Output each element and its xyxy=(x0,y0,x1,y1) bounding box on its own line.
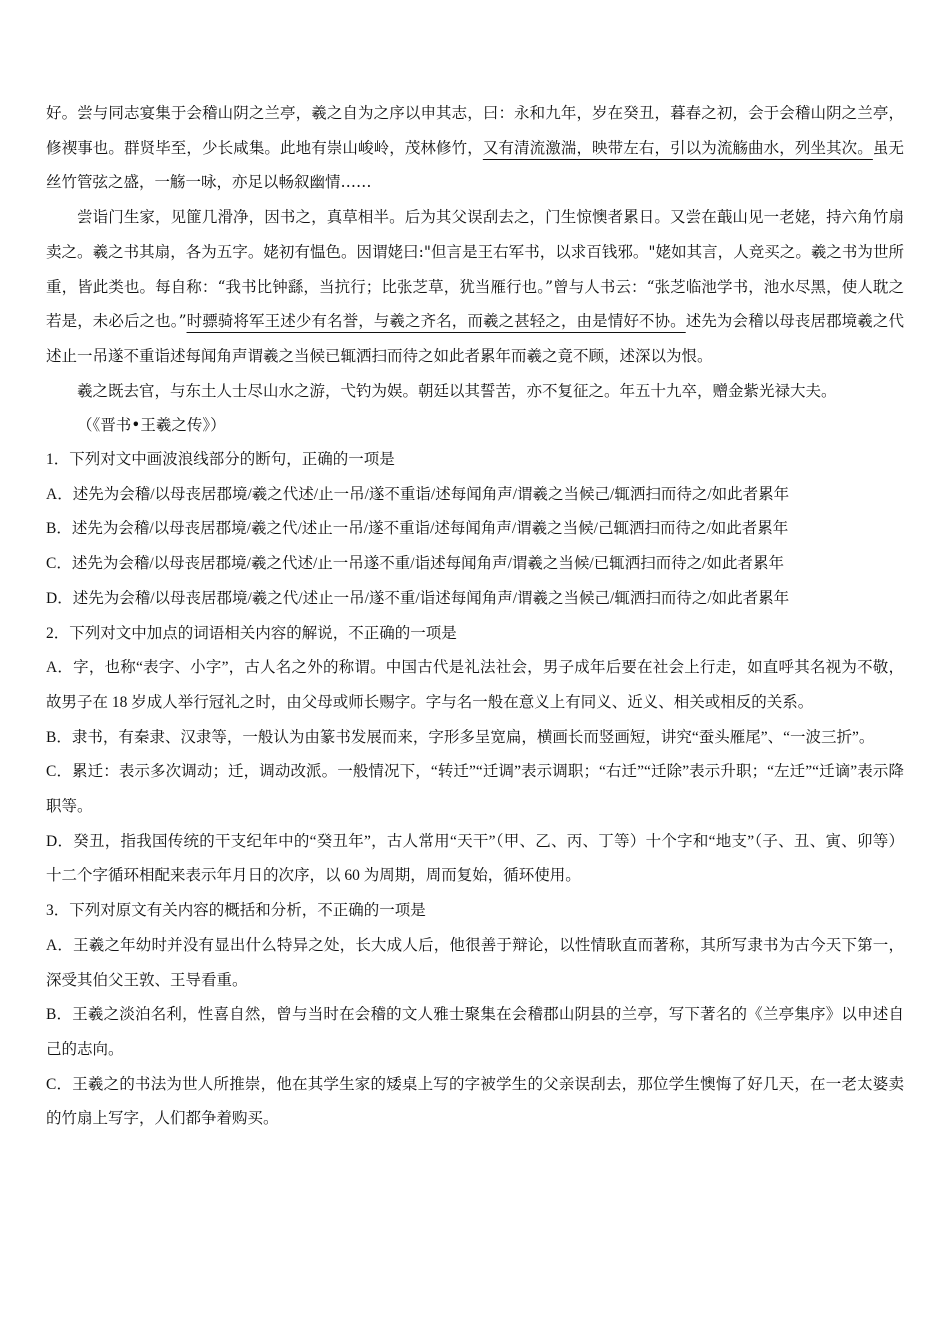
option-c: C．累迁：表示多次调动；迁，调动改派。一般情况下，“转迁”“迁调”表示调职；“右迁”“迁除”表示升职；“左迁”“迁谪”表示降职等。 xyxy=(46,763,904,816)
question-stem: 1．下列对文中画波浪线部分的断句，正确的一项是 xyxy=(46,451,395,469)
question-3 xyxy=(46,894,904,1137)
classical-passage xyxy=(46,96,904,443)
passage-source: （《晋书•王羲之传》） xyxy=(77,416,226,435)
option-b: B．述先为会稽/以母丧居郡境/羲之代/述止一吊/遂不重诣/述每闻角声/谓羲之当候/己辄洒扫而待之/如此者累年 xyxy=(46,520,789,538)
option-b: B．隶书，有秦隶、汉隶等，一般认为由篆书发展而来，字形多呈宽扁，横画长而竖画短，讲究“蚕头雁尾”、“一波三折”。 xyxy=(46,728,875,746)
option-d: D．癸丑，指我国传统的干支纪年中的“癸丑年”，古人常用“天干”（甲、乙、丙、丁等）十个字和“地支”（子、丑、寅、卯等）十二个字循环相配来表示年月日的次序，以 60 为周期，周而复始，循环使用。 xyxy=(46,832,904,885)
option-d: D．述先为会稽/以母丧居郡境/羲之代/述止一吊/遂不重/诣述每闻角声/谓羲之当候己/辄洒扫而待之/如此者累年 xyxy=(46,589,790,607)
passage-text: 虽无丝竹管弦之盛，一觞一咏，亦足以畅叙幽情…… xyxy=(46,138,904,192)
passage-paragraph-1 xyxy=(46,96,904,200)
underlined-sentence-2: 时骠骑将军王述少有名誉，与羲之齐名，而羲之甚轻之，由是情好不协。 xyxy=(186,312,686,331)
passage-text: 好。尝与同志宴集于会稽山阴之兰亭，羲之自为之序以申其志，曰：永和九年，岁在癸丑，暮春之初，会于会稽山阴之兰亭，修禊事也。群贤毕至，少长咸集。此地有崇山峻岭，茂林修竹， xyxy=(46,104,904,157)
option-a: A．王羲之年幼时并没有显出什么特异之处，长大成人后，他很善于辩论，以性情耿直而著称，其所写隶书为古今天下第一，深受其伯父王敦、王导看重。 xyxy=(46,936,904,989)
question-2 xyxy=(46,617,904,895)
passage-paragraph-3: 羲之既去官，与东土人士尽山水之游，弋钓为娱。朝廷以其誓苦，亦不复征之。年五十九卒，赠金紫光禄大夫。 xyxy=(77,381,837,400)
passage-text: 尝诣门生家，见篚几滑净，因书之，真草相半。后为其父误刮去之，门生惊懊者累日。又尝在蕺山见一老姥，持六角竹扇卖之。羲之书其扇，各为五字。姥初有愠色。因谓姥曰:"但言是王右军书，以求百钱邪。"姥如其言，人竞买之。羲之书为世所重，皆此类也。每自称：“我书比钟繇，当抗行；比张芝草，犹当雁行也。”曾与人书云：“张芝临池学书，池水尽黑，使人耽之若是，未必后之也。” xyxy=(46,208,904,331)
option-a: A．字，也称“表字、小字”，古人名之外的称谓。中国古代是礼法社会，男子成年后要在社会上行走，如直呼其名视为不敬，故男子在 18 岁成人举行冠礼之时，由父母或师长赐字。字与名一般在意义上有同义、近义、相关或相反的关系。 xyxy=(46,659,904,711)
option-a: A．述先为会稽/以母丧居郡境/羲之代述/止一吊/遂不重诣/述每闻角声/谓羲之当候己/辄洒扫而待之/如此者累年 xyxy=(46,485,790,503)
question-stem: 3．下列对原文有关内容的概括和分析，不正确的一项是 xyxy=(46,902,426,920)
question-1 xyxy=(46,443,904,617)
option-b: B．王羲之淡泊名利，性喜自然，曾与当时在会稽的文人雅士聚集在会稽郡山阴县的兰亭，写下著名的《兰亭集序》以申述自己的志向。 xyxy=(46,1006,904,1058)
underlined-sentence-1: 又有清流激湍，映带左右，引以为流觞曲水，列坐其次。 xyxy=(482,138,873,157)
question-stem: 2．下列对文中加点的词语相关内容的解说，不正确的一项是 xyxy=(46,624,457,642)
passage-paragraph-2 xyxy=(46,200,904,374)
option-c: C．王羲之的书法为世人所推崇，他在其学生家的矮桌上写的字被学生的父亲误刮去，那位学生懊悔了好几天，在一老太婆卖的竹扇上写字，人们都争着购买。 xyxy=(46,1075,904,1128)
option-c: C．述先为会稽/以母丧居郡境/羲之代述/止一吊遂不重/诣述每闻角声/谓羲之当候/已辄洒扫而待之/如此者累年 xyxy=(46,555,784,573)
wavy-line-segment: 述先为会稽以母丧居郡境羲之代述止一吊遂不重诣述每闻角声谓羲之当候已辄洒扫而待之如此者累年而羲之竟不顾，述深以为恨。 xyxy=(46,312,904,365)
